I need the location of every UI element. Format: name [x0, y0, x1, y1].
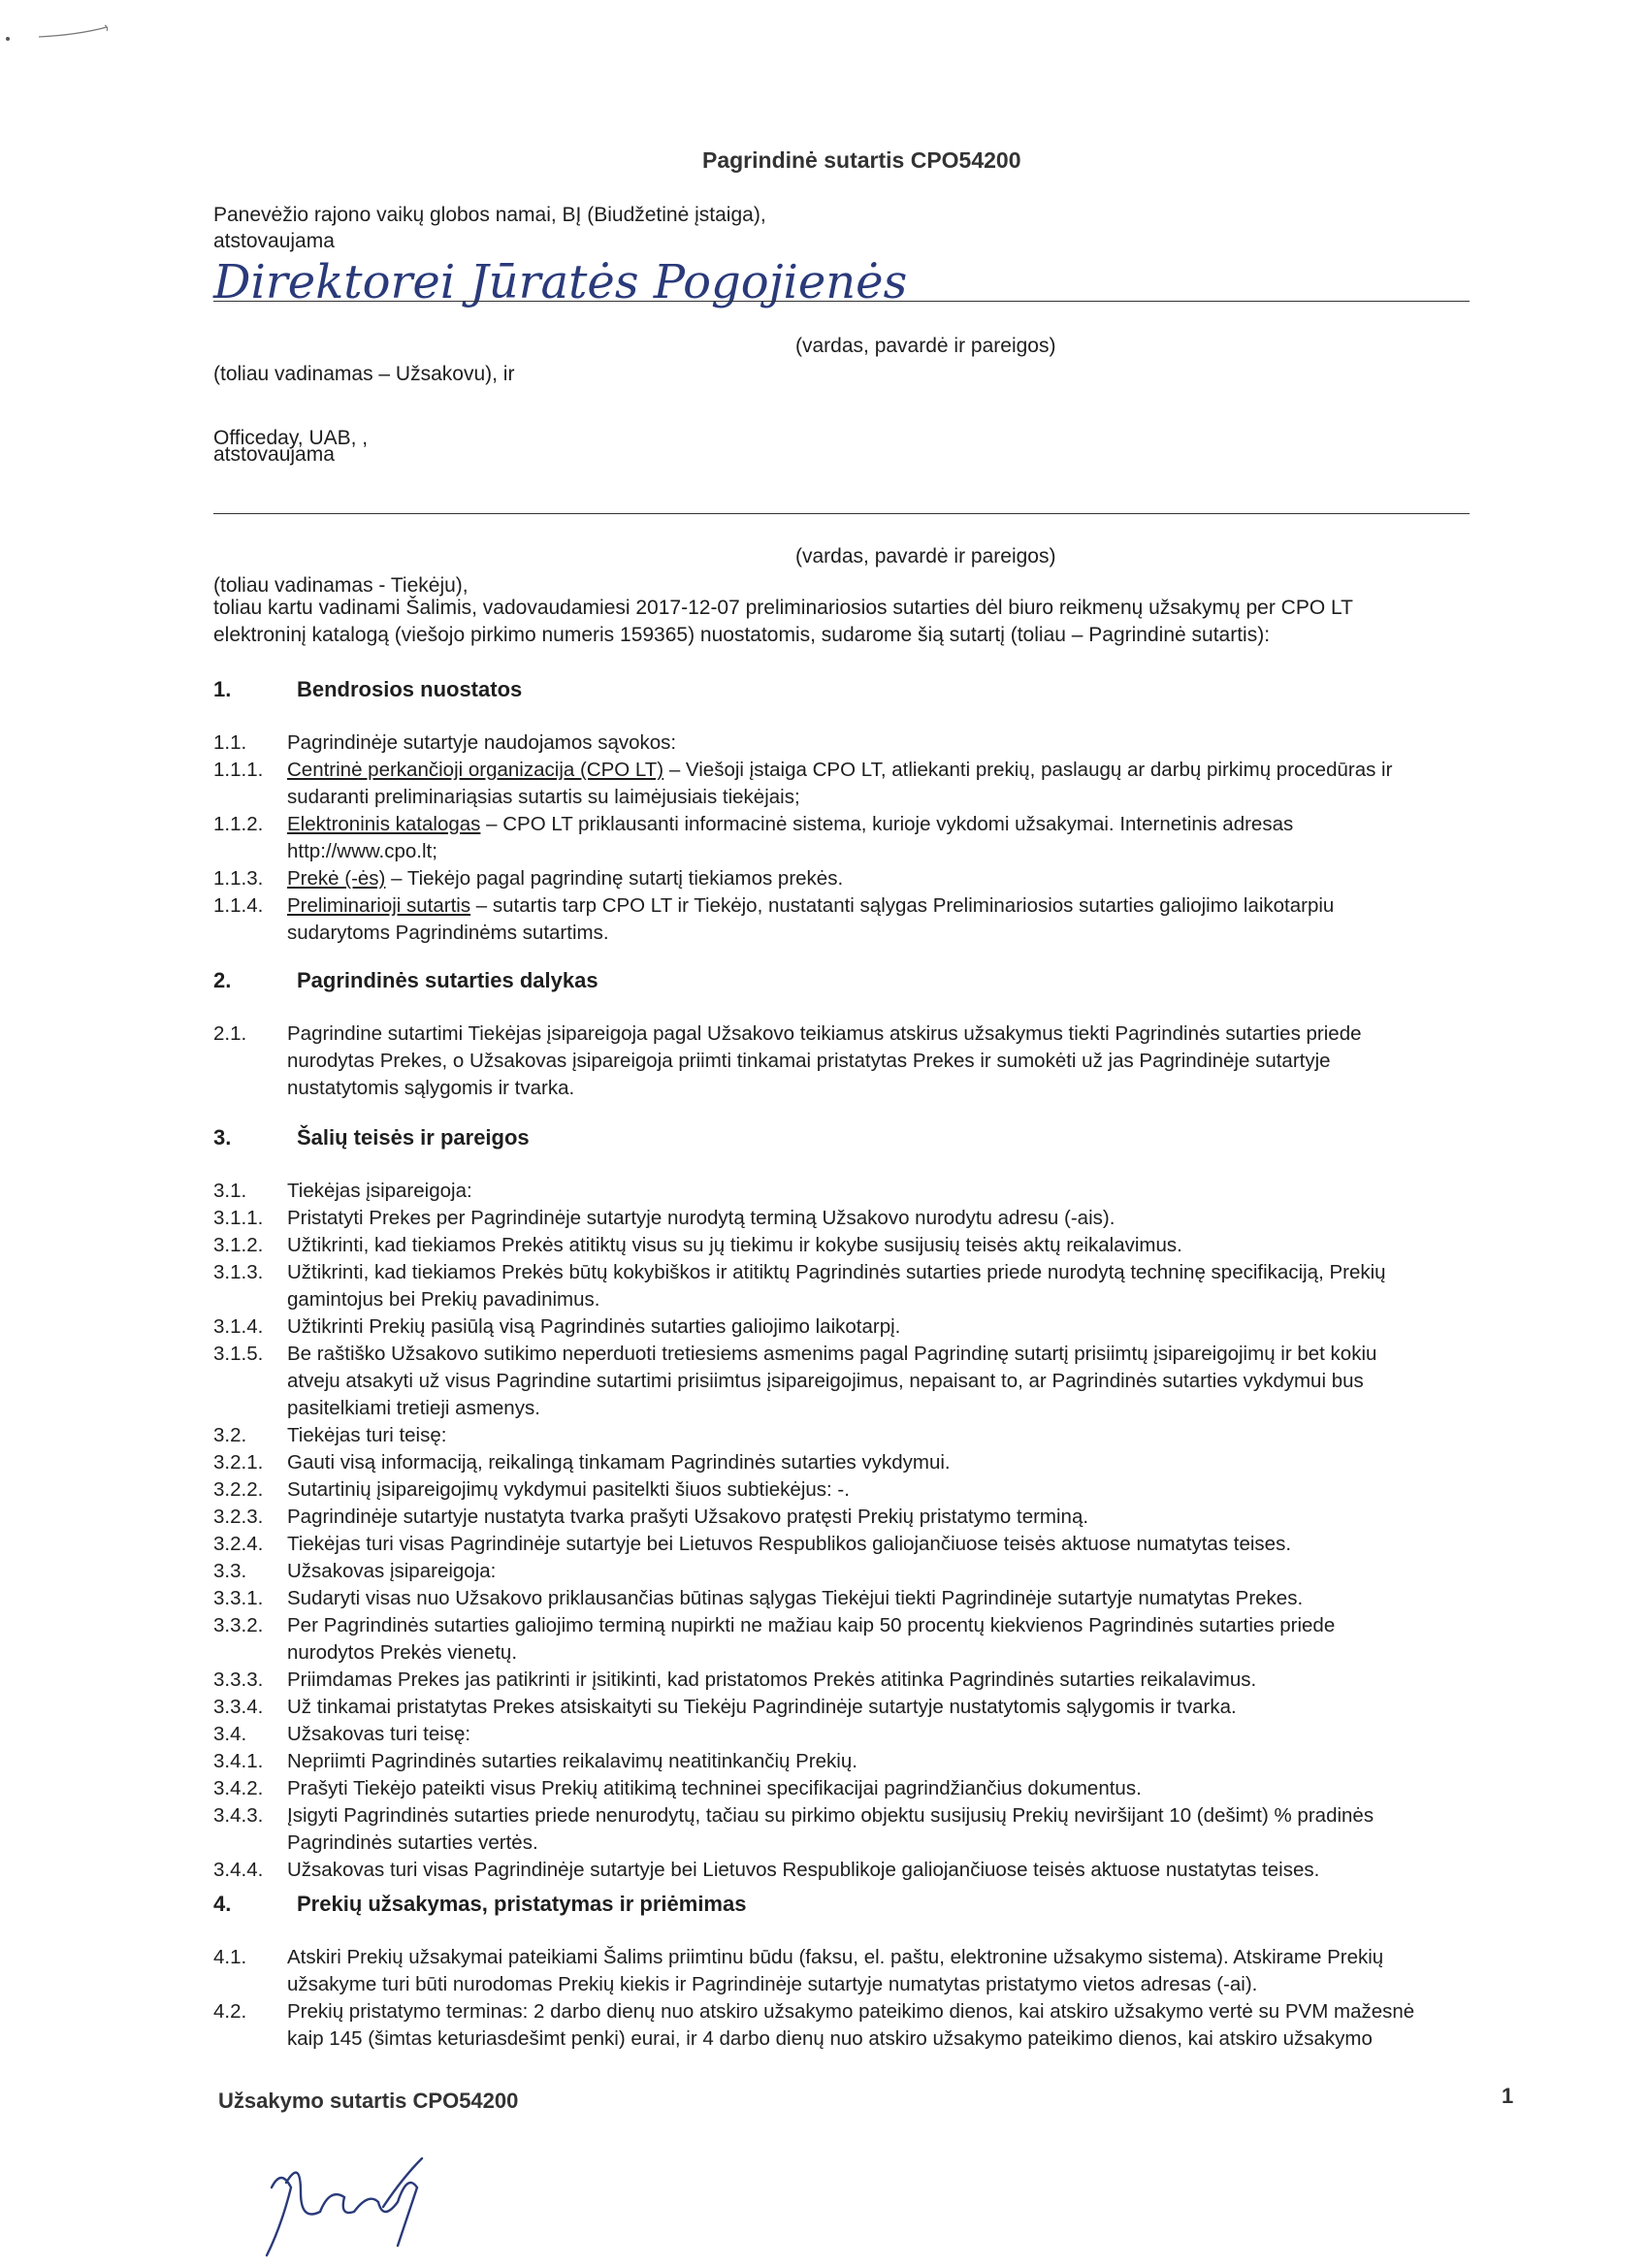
clause-text: Prekių pristatymo terminas: 2 darbo dienų nuo atskiro užsakymo pateikimo dienos, kai atskiro užsakymo vertė su PVM mažesnė kaip 145 (šimtas keturiasdešimt penki) eurai, ir 4 darbo dienų nuo atskiro užsakymo pateikimo dienos, kai atskiro užsakymo: [287, 2000, 1415, 2050]
footer-contract-label: Užsakymo sutartis CPO54200: [218, 2089, 519, 2113]
clause-text: Užtikrinti, kad tiekiamos Prekės atitiktų visus su jų tiekimu ir kokybe susijusių teisės aktų reikalavimus.: [287, 1234, 1182, 1256]
party1-designation: (toliau vadinamas – Užsakovu), ir: [213, 363, 515, 385]
clause: [213, 1531, 1474, 1558]
clause-text: Įsigyti Pagrindinės sutarties priede nenurodytų, tačiau su pirkimo objektu susijusių Prekių neviršijant 10 (dešimt) % pradinės Pagrindinės sutarties vertės.: [287, 1804, 1374, 1854]
clause-text: Už tinkamai pristatytas Prekes atsiskaityti su Tiekėju Pagrindinėje sutartyje nustatytomis sąlygomis ir tvarka.: [287, 1696, 1237, 1718]
clause: [213, 1476, 1474, 1504]
clause-number: 3.1.5.: [213, 1343, 264, 1365]
clause: [213, 1748, 1474, 1775]
scan-mark: [0, 19, 126, 58]
clause: [213, 1857, 1474, 1884]
clause: [213, 1667, 1474, 1694]
clause: [213, 1504, 1474, 1531]
clause-text: Be raštiško Užsakovo sutikimo neperduoti tretiesiems asmenims pagal Pagrindinę sutartį prisiimtų įsipareigojimų ir bet kokiu atveju atsakyti už visus Pagrindine sutartimi prisiimtus įsipareigojimus, nepaisant to, ar Pagrindinės sutarties vykdymui bus pasitelkiami tretieji asmenys.: [287, 1343, 1377, 1419]
party2-designation: (toliau vadinamas - Tiekėju),: [213, 574, 469, 597]
preamble-line-1: toliau kartu vadinami Šalimis, vadovaudamiesi 2017-12-07 preliminariosios sutarties dėl biuro reikmenų užsakymų per CPO LT: [213, 597, 1353, 619]
clause-text: [287, 811, 1474, 865]
clause: [213, 1802, 1474, 1857]
clause-text: Pagrindinėje sutartyje nustatyta tvarka prašyti Užsakovo pratęsti Prekių pristatymo terminą.: [287, 1506, 1089, 1528]
clause-number: 1.1.: [213, 731, 247, 754]
clause: [213, 1998, 1474, 2053]
clause-number: 3.1.3.: [213, 1261, 264, 1283]
defined-term: Centrinė perkančioji organizacija (CPO LT): [287, 759, 664, 781]
clause: [213, 1232, 1474, 1259]
party2-represented: atstovaujama: [213, 443, 335, 466]
clause-text: Pristatyti Prekes per Pagrindinėje sutartyje nurodytą terminą Užsakovo nurodytu adresu (-ais).: [287, 1207, 1116, 1229]
clause-text: Užsakovas turi visas Pagrindinėje sutartyje bei Lietuvos Respublikoje galiojančiuose teisės aktuose nustatytas teises.: [287, 1859, 1320, 1881]
clause-number: 3.4.4.: [213, 1859, 264, 1881]
clause-number: 3.2.3.: [213, 1506, 264, 1528]
clause-number: 3.3.1.: [213, 1587, 264, 1609]
clause-text: Priimdamas Prekes jas patikrinti ir įsitikinti, kad pristatomos Prekės atitinka Pagrindinės sutarties reikalavimus.: [287, 1669, 1257, 1691]
clause-text: Sutartinių įsipareigojimų vykdymui pasitelkti šiuos subtiekėjus: -.: [287, 1478, 850, 1501]
section-heading: [213, 1125, 1474, 1160]
clause-text: [287, 892, 1474, 947]
clause: [213, 892, 1474, 947]
clause: [213, 865, 1474, 892]
section-number: 4.: [213, 1892, 232, 1916]
clause-text: Užsakovas įsipareigoja:: [287, 1560, 497, 1582]
section-number: 2.: [213, 968, 232, 992]
clause-number: 4.2.: [213, 2000, 247, 2023]
clause-text: Užsakovas turi teisę:: [287, 1723, 471, 1745]
signature-text: Direktorei Jūratės Pogojienės: [213, 255, 908, 309]
clause-number: 3.4.1.: [213, 1750, 264, 1772]
clause-number: 3.3.4.: [213, 1696, 264, 1718]
clause-text: Pagrindine sutartimi Tiekėjas įsipareigoja pagal Užsakovo teikiamus atskirus užsakymus tiekti Pagrindinės sutarties priede nurodytas Prekes, o Užsakovas įsipareigoja priimti tinkamai pristatytas Prekes ir sumokėti už jas Pagrindinėje sutartyje nustatytomis sąlygomis ir tvarka.: [287, 1022, 1362, 1099]
clause: [213, 1612, 1474, 1667]
clause-text: Sudaryti visas nuo Užsakovo priklausančias būtinas sąlygas Tiekėjui tiekti Pagrindinėje sutartyje numatytas Prekes.: [287, 1587, 1304, 1609]
defined-term: Elektroninis katalogas: [287, 813, 481, 835]
page-number: 1: [1502, 2084, 1514, 2108]
clause-number: 3.1.2.: [213, 1234, 264, 1256]
clause-number: 3.1.: [213, 1180, 247, 1202]
section-title: Pagrindinės sutarties dalykas: [297, 968, 598, 992]
party2-name: Officeday, UAB, ,: [213, 427, 369, 449]
clause: [213, 1585, 1474, 1612]
clause-text: Užtikrinti, kad tiekiamos Prekės būtų kokybiškos ir atitiktų Pagrindinės sutarties priede nurodytą techninę specifikaciją, Prekių gamintojus bei Prekių pavadinimus.: [287, 1261, 1386, 1311]
handwritten-representative-name: [209, 247, 1140, 335]
clause-text: Tiekėjas įsipareigoja:: [287, 1180, 472, 1202]
clause-text: [287, 757, 1474, 811]
clause-text: Per Pagrindinės sutarties galiojimo terminą nupirkti ne mažiau kaip 50 procentų kiekvienos Pagrindinės sutarties priede nurodytos Prekės vienetų.: [287, 1614, 1336, 1664]
section-number: 3.: [213, 1125, 232, 1150]
clause-number: 3.1.1.: [213, 1207, 264, 1229]
clause-number: 2.1.: [213, 1022, 247, 1045]
party1-name: Panevėžio rajono vaikų globos namai, BĮ (Biudžetinė įstaiga),: [213, 204, 766, 226]
party1-represented: atstovaujama: [213, 230, 335, 252]
clause: [213, 1775, 1474, 1802]
clause-number: 4.1.: [213, 1946, 247, 1968]
clause-text: Užtikrinti Prekių pasiūlą visą Pagrindinės sutarties galiojimo laikotarpį.: [287, 1315, 901, 1338]
clause-text: Nepriimti Pagrindinės sutarties reikalavimų neatitinkančių Prekių.: [287, 1750, 857, 1772]
clause: [213, 729, 1474, 757]
clause-number: 3.4.: [213, 1723, 247, 1745]
clause-text: Tiekėjas turi teisę:: [287, 1424, 447, 1446]
clause-number: 1.1.3.: [213, 867, 264, 890]
clause-number: 3.2.1.: [213, 1451, 264, 1474]
party2-signature-line: [213, 513, 1470, 514]
definition: – Tiekėjo pagal pagrindinę sutartį tiekiamos prekės.: [385, 867, 844, 890]
clause-text: Atskiri Prekių užsakymai pateikiami Šalims priimtinu būdu (faksu, el. paštu, elektronine užsakymo sistema). Atskirame Prekių užsakyme turi būti nurodomas Prekių kiekis ir Pagrindinėje sutartyje numatytas pristatymo vietos adresas (-ai).: [287, 1946, 1384, 1995]
clause: [213, 1313, 1474, 1341]
party2-hint: (vardas, pavardė ir pareigos): [795, 545, 1056, 567]
clause: [213, 1449, 1474, 1476]
definition: – CPO LT priklausanti informacinė sistema, kurioje vykdomi užsakymai. Internetinis adresas http://www.cpo.lt;: [287, 813, 1294, 862]
party1-hint: (vardas, pavardė ir pareigos): [795, 335, 1056, 357]
defined-term: Prekė (-ės): [287, 867, 386, 890]
document-title: Pagrindinė sutartis CPO54200: [702, 147, 1021, 173]
clause-text: [287, 865, 1474, 892]
clause-number: 3.2.2.: [213, 1478, 264, 1501]
clause-number: 3.1.4.: [213, 1315, 264, 1338]
clause: [213, 1558, 1474, 1585]
clause: [213, 1694, 1474, 1721]
clause: [213, 811, 1474, 865]
section-heading: [213, 677, 1474, 712]
clause: [213, 1178, 1474, 1205]
clause-text: Prašyti Tiekėjo pateikti visus Prekių atitikimą techninei specifikacijai pagrindžiančius dokumentus.: [287, 1777, 1142, 1799]
clause: [213, 1259, 1474, 1313]
clause: [213, 1021, 1474, 1102]
preamble-line-2: elektroninį katalogą (viešojo pirkimo numeris 159365) nuostatomis, sudarome šią sutartį (toliau – Pagrindinė sutartis):: [213, 624, 1271, 646]
clause-number: 1.1.4.: [213, 894, 264, 917]
section-2: [213, 968, 1474, 1102]
clause: [213, 757, 1474, 811]
section-title: Prekių užsakymas, pristatymas ir priėmimas: [297, 1892, 747, 1916]
handwritten-initials-signature: [242, 2149, 456, 2265]
clause-number: 3.3.3.: [213, 1669, 264, 1691]
section-title: Bendrosios nuostatos: [297, 677, 523, 701]
clause: [213, 1341, 1474, 1422]
clause-number: 1.1.2.: [213, 813, 264, 835]
section-heading: [213, 968, 1474, 1003]
section-1: [213, 677, 1474, 947]
clause: [213, 1944, 1474, 1998]
clause-number: 3.3.2.: [213, 1614, 264, 1636]
party1-signature-line: [213, 301, 1470, 302]
section-4: [213, 1892, 1474, 2053]
clause-number: 3.4.3.: [213, 1804, 264, 1827]
clause: [213, 1721, 1474, 1748]
section-heading: [213, 1892, 1474, 1927]
clause-number: 3.2.: [213, 1424, 247, 1446]
clause: [213, 1205, 1474, 1232]
definition: – sutartis tarp CPO LT ir Tiekėjo, nustatanti sąlygas Preliminariosios sutarties galiojimo laikotarpiu sudarytoms Pagrindinėms sutartims.: [287, 894, 1335, 944]
section-title: Šalių teisės ir pareigos: [297, 1125, 530, 1150]
defined-term: Preliminarioji sutartis: [287, 894, 471, 917]
clause-number: 3.4.2.: [213, 1777, 264, 1799]
section-3: [213, 1125, 1474, 1884]
clause-text: Pagrindinėje sutartyje naudojamos sąvokos:: [287, 731, 677, 754]
clause-number: 3.2.4.: [213, 1533, 264, 1555]
clause-text: Tiekėjas turi visas Pagrindinėje sutartyje bei Lietuvos Respublikos galiojančiuose teisės aktuose numatytas teises.: [287, 1533, 1292, 1555]
clause-number: 1.1.1.: [213, 759, 264, 781]
section-number: 1.: [213, 677, 232, 701]
clause-number: 3.3.: [213, 1560, 247, 1582]
clause: [213, 1422, 1474, 1449]
clause-text: Gauti visą informaciją, reikalingą tinkamam Pagrindinės sutarties vykdymui.: [287, 1451, 951, 1474]
definition: – Viešoji įstaiga CPO LT, atliekanti prekių, paslaugų ar darbų pirkimų procedūras ir sudaranti preliminariąsias sutartis su laimėjusiais tiekėjais;: [287, 759, 1393, 808]
